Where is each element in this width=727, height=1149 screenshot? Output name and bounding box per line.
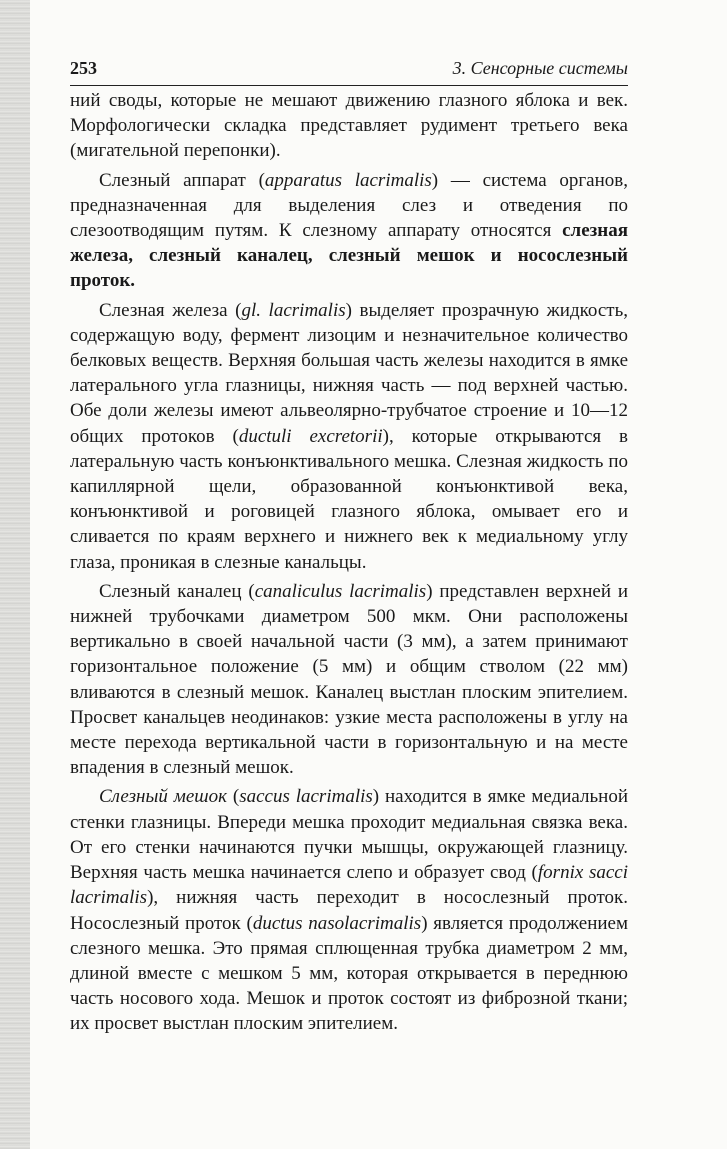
text-span: ) — система органов, предназначенная для выделения слез и отведения по слезоотводящим путям. К слезному аппарату относятся <box>70 169 629 242</box>
italic-term: Слезный мешок <box>99 786 227 808</box>
text-span: ) является продолжением слезного мешка. Это прямая сплющенная трубка диаметром 2 мм, длиной вместе с мешком 5 мм, которая открывается в переднюю часть носового хода. Мешок и проток состоят из фиброзной ткани; их просвет выстлан плоским эпителием. <box>70 912 628 1035</box>
latin-term: fornix sacci lacrimalis <box>70 862 628 909</box>
latin-term: ductus nasolacrimalis <box>252 912 422 934</box>
text-span: ) выделяет прозрачную жидкость, содержащую воду, фермент лизоцим и незначительное количество белковых веществ. Верхняя большая часть железы находится в ямке латерального угла глазницы, нижняя часть — под верхней частью. Обе доли железы имеют альвеолярно-трубчатое строение и 10—12 общих протоков ( <box>70 299 628 447</box>
scan-gutter <box>0 0 30 1149</box>
paragraph-4 <box>70 579 628 781</box>
page-header <box>70 58 628 86</box>
book-page <box>70 58 628 1037</box>
text-span: Слезная железа ( <box>99 299 242 321</box>
text-span: ( <box>226 786 240 808</box>
text-span: ), которые открываются в латеральную часть конъюнктивального мешка. Слезная жидкость по капиллярной щели, образованной конъюнктивой века, конъюнктивой и роговицей глазного яблока, омывает его и сливается по краям верхнего и нижнего век к медиальному углу глаза, проникая в слезные канальцы. <box>70 425 629 573</box>
running-title: 3. Сенсорные системы <box>452 58 628 78</box>
latin-term: gl. lacrimalis <box>241 299 346 321</box>
latin-term: saccus lacrimalis <box>239 786 373 808</box>
text-span: Слезный аппарат ( <box>99 169 265 191</box>
page-number: 253 <box>70 58 97 78</box>
paragraph-1: ний своды, которые не мешают движению глазного яблока и век. Морфологически складка представляет рудимент третьего века (мигательной перепонки). <box>70 90 628 162</box>
latin-term: canaliculus lacrimalis <box>254 580 427 602</box>
text-span: ) представлен верхней и нижней трубочками диаметром 500 мкм. Они расположены вертикально в своей начальной части (3 мм), а затем принимают горизонтальное положение (5 мм) и общим стволом (22 мм) вливаются в слезный мешок. Каналец выстлан плоским эпителием. Просвет канальцев неодинаков: узкие места расположены в углу на месте перехода вертикальной части в горизонтальную и на месте впадения в слезный мешок. <box>70 580 629 779</box>
text-span: ) находится в ямке медиальной стенки глазницы. Впереди мешка проходит медиальная связка века. От его стенки начинаются пучки мышцы, окружающей глазницу. Верхняя часть мешка начинается слепо и образует свод ( <box>70 786 629 884</box>
latin-term: apparatus lacrimalis <box>264 169 432 191</box>
text-span: Слезный каналец ( <box>99 580 255 602</box>
paragraph-2 <box>70 168 628 294</box>
paragraph-3 <box>70 298 628 575</box>
latin-term: ductuli excretorii <box>238 425 383 447</box>
bold-terms: слезная железа, слезный каналец, слезный мешок и носослезный проток. <box>70 220 628 292</box>
body-text <box>70 88 628 1037</box>
paragraph-5 <box>70 784 628 1036</box>
text-span: ), нижняя часть переходит в носослезный проток. Носослезный проток ( <box>70 887 628 934</box>
